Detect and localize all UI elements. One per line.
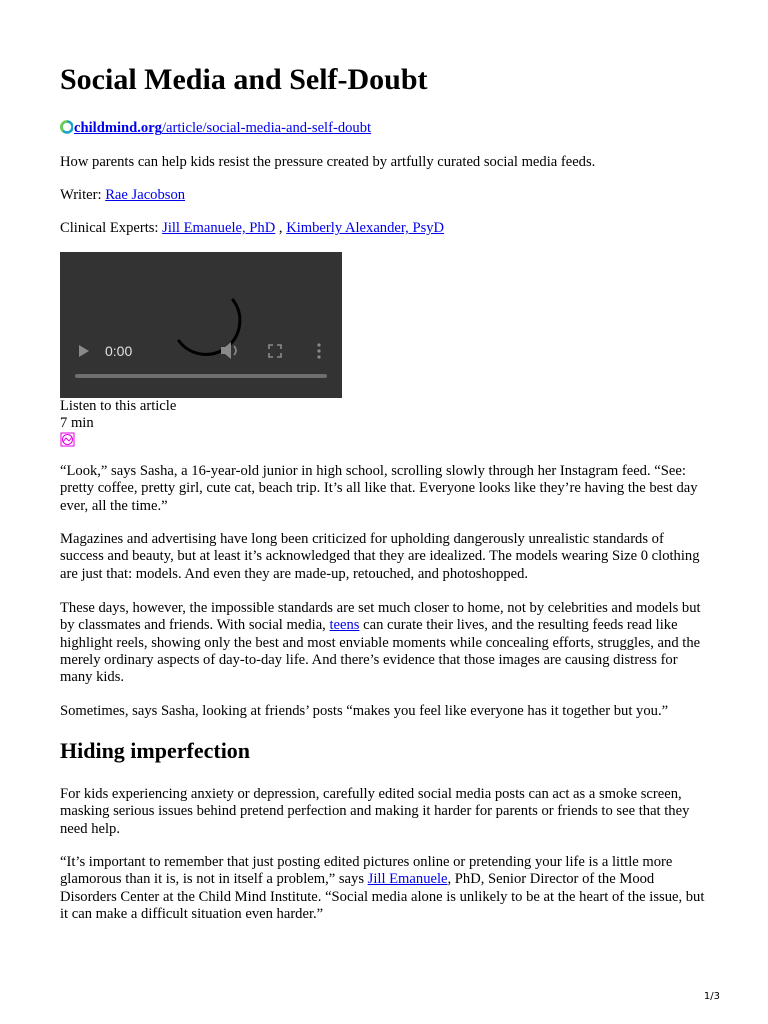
listen-label: Listen to this article	[60, 398, 177, 414]
source-line	[60, 119, 371, 137]
section-heading: Hiding imperfection	[60, 738, 251, 763]
source-path: /article/social-media-and-self-doubt	[161, 120, 372, 136]
expert-link-alexander[interactable]: Kimberly Alexander, PsyD	[286, 220, 445, 236]
progress-bar	[75, 374, 327, 378]
paragraph-3-text-a: These days, however, the impossible standards are set much closer to home, not by celebrities and models but by classmates and friends. With social media,	[60, 600, 701, 634]
body-paragraph-6	[60, 854, 710, 923]
article-title: Social Media and Self-Doubt	[60, 63, 428, 96]
mute-button[interactable]	[216, 338, 240, 364]
source-link[interactable]	[74, 120, 371, 136]
body-paragraph-3	[60, 600, 710, 686]
body-paragraph-4: Sometimes, says Sasha, looking at friends’ posts “makes you feel like everyone has it together but you.”	[60, 703, 669, 719]
writer-line	[60, 186, 185, 204]
article-subtitle: How parents can help kids resist the pressure created by artfully curated social media feeds.	[60, 154, 596, 170]
paragraph-6-text-a: “It’s important to remember that just posting edited pictures online or pretending your life is a little more glamorous than it is, is not in itself a problem,” says	[60, 854, 673, 888]
teens-link[interactable]: teens	[329, 617, 360, 634]
fullscreen-button[interactable]	[263, 338, 287, 364]
body-paragraph-2: Magazines and advertising have long been criticized for upholding dangerously unrealistic standards of success and beauty, but at least it’s acknowledged that they are idealized. The models wearing Size 0 clothing are just that: models. And even they are made-up, retouched, and photoshopped.	[60, 531, 700, 582]
jill-emanuele-link[interactable]: Jill Emanuele	[367, 871, 448, 888]
expert-link-emanuele[interactable]: Jill Emanuele, PhD	[162, 220, 276, 236]
audio-duration: 7 min	[60, 415, 94, 431]
source-domain: childmind.org	[74, 120, 162, 136]
media-player[interactable]	[60, 252, 342, 398]
media-player-controls	[60, 252, 342, 398]
childmind-logo-icon	[60, 120, 73, 134]
writer-link[interactable]: Rae Jacobson	[105, 187, 186, 203]
experts-label: Clinical Experts:	[60, 220, 163, 236]
body-paragraph-1: “Look,” says Sasha, a 16-year-old junior in high school, scrolling slowly through her Instagram feed. “See: pretty coffee, pretty girl, cute cat, beach trip. It’s all like that. Everyone looks like they’re having the best day ever, all the time.”	[60, 463, 698, 514]
audio-info	[60, 398, 176, 432]
experts-line	[60, 219, 444, 237]
more-options-button[interactable]	[308, 338, 330, 364]
body-paragraph-5: For kids experiencing anxiety or depression, carefully edited social media posts can act as a smoke screen, masking serious issues behind pretend perfection and making it harder for parents or friends to see that they need help.	[60, 786, 690, 837]
page-number: 1/3	[703, 991, 720, 1002]
current-time: 0:00	[105, 343, 133, 359]
paragraph-6-text-b: , PhD, Senior Director of the Mood Disorders Center at the Child Mind Institute. “Social media alone is unlikely to be at the heart of the issue, but it can make a difficult situation even harder.”	[60, 871, 705, 922]
play-button[interactable]	[72, 338, 96, 364]
writer-label: Writer:	[60, 187, 106, 203]
expert-separator: ,	[275, 220, 287, 236]
paragraph-3-text-b: can curate their lives, and the resulting feeds read like highlight reels, showing only the best and most enviable moments while concealing efforts, struggles, and the merely ordinary aspects of day-to-day life. And there’s evidence that those images are causing distress for many kids.	[60, 617, 701, 686]
broken-image-icon	[60, 432, 76, 448]
